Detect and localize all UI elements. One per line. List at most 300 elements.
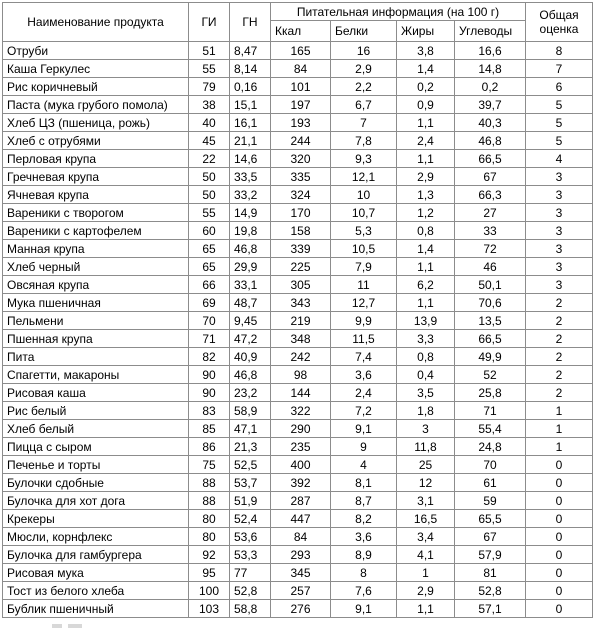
cell-protein: 2,9 [331, 60, 397, 78]
cell-gi: 88 [189, 474, 230, 492]
table-row [3, 366, 593, 384]
cell-product-name: Рис коричневый [3, 78, 189, 96]
cell-carbs: 14,8 [455, 60, 526, 78]
header-fat: Жиры [397, 21, 455, 42]
cell-score: 2 [526, 348, 593, 366]
header-product-name: Наименование продукта [3, 3, 189, 42]
cell-gn: 16,1 [230, 114, 271, 132]
cell-protein: 8 [331, 564, 397, 582]
table-row [3, 114, 593, 132]
cell-protein: 9 [331, 438, 397, 456]
cell-protein: 7,8 [331, 132, 397, 150]
cell-protein: 9,1 [331, 420, 397, 438]
cell-carbs: 52 [455, 366, 526, 384]
cell-kcal: 276 [271, 600, 331, 618]
cell-carbs: 33 [455, 222, 526, 240]
cell-kcal: 193 [271, 114, 331, 132]
cell-score: 1 [526, 420, 593, 438]
cell-fat: 1,1 [397, 150, 455, 168]
cell-product-name: Хлеб черный [3, 258, 189, 276]
cell-score: 0 [526, 510, 593, 528]
cell-protein: 5,3 [331, 222, 397, 240]
cell-gn: 0,16 [230, 78, 271, 96]
cell-gn: 53,6 [230, 528, 271, 546]
cell-product-name: Ячневая крупа [3, 186, 189, 204]
cell-fat: 13,9 [397, 312, 455, 330]
cell-kcal: 170 [271, 204, 331, 222]
cell-gi: 100 [189, 582, 230, 600]
cell-fat: 16,5 [397, 510, 455, 528]
cell-kcal: 320 [271, 150, 331, 168]
table-row [3, 330, 593, 348]
cell-protein: 8,9 [331, 546, 397, 564]
header-overall-score [526, 3, 593, 42]
bottom-scroll-remnant [52, 624, 92, 629]
table-body [3, 42, 593, 618]
cell-carbs: 25,8 [455, 384, 526, 402]
cell-kcal: 98 [271, 366, 331, 384]
cell-score: 3 [526, 204, 593, 222]
cell-score: 6 [526, 78, 593, 96]
cell-gi: 80 [189, 510, 230, 528]
cell-protein: 3,6 [331, 366, 397, 384]
cell-kcal: 348 [271, 330, 331, 348]
cell-protein: 8,7 [331, 492, 397, 510]
cell-kcal: 324 [271, 186, 331, 204]
cell-kcal: 287 [271, 492, 331, 510]
cell-gi: 65 [189, 258, 230, 276]
table-row [3, 564, 593, 582]
cell-carbs: 72 [455, 240, 526, 258]
table-row [3, 528, 593, 546]
cell-product-name: Пшенная крупа [3, 330, 189, 348]
cell-product-name: Рис белый [3, 402, 189, 420]
cell-gn: 53,3 [230, 546, 271, 564]
cell-product-name: Хлеб с отрубями [3, 132, 189, 150]
cell-gn: 58,8 [230, 600, 271, 618]
cell-score: 0 [526, 600, 593, 618]
table-row [3, 276, 593, 294]
cell-fat: 0,4 [397, 366, 455, 384]
cell-protein: 10,7 [331, 204, 397, 222]
cell-protein: 7,6 [331, 582, 397, 600]
cell-gi: 82 [189, 348, 230, 366]
cell-gi: 65 [189, 240, 230, 258]
table-header [3, 3, 593, 42]
cell-kcal: 339 [271, 240, 331, 258]
cell-carbs: 70 [455, 456, 526, 474]
cell-gn: 53,7 [230, 474, 271, 492]
header-score-line2: оценка [539, 22, 579, 36]
cell-carbs: 81 [455, 564, 526, 582]
table-row [3, 402, 593, 420]
table-row [3, 420, 593, 438]
cell-kcal: 293 [271, 546, 331, 564]
cell-fat: 3,5 [397, 384, 455, 402]
cell-gn: 21,3 [230, 438, 271, 456]
cell-gi: 79 [189, 78, 230, 96]
table-row [3, 186, 593, 204]
cell-score: 1 [526, 402, 593, 420]
cell-fat: 1,4 [397, 60, 455, 78]
header-carbs: Углеводы [455, 21, 526, 42]
cell-fat: 2,9 [397, 168, 455, 186]
cell-score: 2 [526, 312, 593, 330]
cell-protein: 6,7 [331, 96, 397, 114]
cell-kcal: 84 [271, 528, 331, 546]
cell-gn: 21,1 [230, 132, 271, 150]
cell-product-name: Мука пшеничная [3, 294, 189, 312]
cell-score: 5 [526, 96, 593, 114]
cell-product-name: Каша Геркулес [3, 60, 189, 78]
cell-product-name: Овсяная крупа [3, 276, 189, 294]
cell-carbs: 57,1 [455, 600, 526, 618]
cell-product-name: Пицца с сыром [3, 438, 189, 456]
cell-carbs: 40,3 [455, 114, 526, 132]
cell-carbs: 65,5 [455, 510, 526, 528]
cell-gi: 66 [189, 276, 230, 294]
cell-product-name: Манная крупа [3, 240, 189, 258]
cell-product-name: Спагетти, макароны [3, 366, 189, 384]
cell-gn: 33,5 [230, 168, 271, 186]
table-row [3, 384, 593, 402]
cell-fat: 1,1 [397, 600, 455, 618]
cell-gn: 14,6 [230, 150, 271, 168]
cell-gi: 90 [189, 366, 230, 384]
cell-protein: 2,4 [331, 384, 397, 402]
cell-score: 7 [526, 60, 593, 78]
cell-gi: 86 [189, 438, 230, 456]
cell-protein: 12,1 [331, 168, 397, 186]
cell-gn: 77 [230, 564, 271, 582]
cell-kcal: 447 [271, 510, 331, 528]
cell-score: 3 [526, 168, 593, 186]
cell-kcal: 345 [271, 564, 331, 582]
cell-product-name: Крекеры [3, 510, 189, 528]
cell-protein: 9,1 [331, 600, 397, 618]
cell-fat: 3,8 [397, 42, 455, 60]
cell-score: 5 [526, 132, 593, 150]
cell-fat: 11,8 [397, 438, 455, 456]
table-row [3, 42, 593, 60]
cell-kcal: 305 [271, 276, 331, 294]
cell-score: 3 [526, 276, 593, 294]
cell-carbs: 59 [455, 492, 526, 510]
cell-kcal: 392 [271, 474, 331, 492]
table-row [3, 132, 593, 150]
cell-protein: 10 [331, 186, 397, 204]
cell-product-name: Печенье и торты [3, 456, 189, 474]
cell-carbs: 13,5 [455, 312, 526, 330]
cell-product-name: Рисовая каша [3, 384, 189, 402]
cell-gn: 46,8 [230, 366, 271, 384]
cell-protein: 11 [331, 276, 397, 294]
cell-product-name: Рисовая мука [3, 564, 189, 582]
cell-protein: 9,9 [331, 312, 397, 330]
cell-fat: 3,3 [397, 330, 455, 348]
table-row [3, 348, 593, 366]
cell-fat: 0,9 [397, 96, 455, 114]
cell-protein: 3,6 [331, 528, 397, 546]
cell-gi: 71 [189, 330, 230, 348]
cell-gn: 9,45 [230, 312, 271, 330]
cell-product-name: Вареники с творогом [3, 204, 189, 222]
cell-gi: 45 [189, 132, 230, 150]
cell-kcal: 290 [271, 420, 331, 438]
table-row [3, 456, 593, 474]
cell-carbs: 27 [455, 204, 526, 222]
cell-product-name: Хлеб ЦЗ (пшеница, рожь) [3, 114, 189, 132]
cell-score: 3 [526, 186, 593, 204]
cell-score: 3 [526, 258, 593, 276]
cell-gn: 47,2 [230, 330, 271, 348]
cell-carbs: 67 [455, 528, 526, 546]
cell-score: 2 [526, 384, 593, 402]
table-row [3, 294, 593, 312]
cell-fat: 2,9 [397, 582, 455, 600]
cell-gn: 48,7 [230, 294, 271, 312]
table-row [3, 204, 593, 222]
cell-protein: 7 [331, 114, 397, 132]
cell-fat: 1,4 [397, 240, 455, 258]
cell-gi: 50 [189, 186, 230, 204]
cell-score: 3 [526, 240, 593, 258]
table-row [3, 222, 593, 240]
cell-protein: 10,5 [331, 240, 397, 258]
cell-gi: 83 [189, 402, 230, 420]
cell-fat: 0,8 [397, 222, 455, 240]
table-row [3, 438, 593, 456]
cell-protein: 12,7 [331, 294, 397, 312]
cell-carbs: 55,4 [455, 420, 526, 438]
cell-carbs: 39,7 [455, 96, 526, 114]
cell-product-name: Вареники с картофелем [3, 222, 189, 240]
cell-protein: 8,2 [331, 510, 397, 528]
cell-gn: 29,9 [230, 258, 271, 276]
cell-product-name: Отруби [3, 42, 189, 60]
cell-product-name: Мюсли, корнфлекс [3, 528, 189, 546]
table-row [3, 312, 593, 330]
cell-protein: 7,2 [331, 402, 397, 420]
cell-product-name: Перловая крупа [3, 150, 189, 168]
cell-kcal: 197 [271, 96, 331, 114]
cell-gn: 47,1 [230, 420, 271, 438]
cell-carbs: 66,3 [455, 186, 526, 204]
table-row [3, 258, 593, 276]
cell-kcal: 165 [271, 42, 331, 60]
cell-gn: 58,9 [230, 402, 271, 420]
cell-fat: 1,3 [397, 186, 455, 204]
cell-score: 0 [526, 492, 593, 510]
cell-product-name: Пита [3, 348, 189, 366]
cell-fat: 1,2 [397, 204, 455, 222]
cell-carbs: 24,8 [455, 438, 526, 456]
cell-product-name: Гречневая крупа [3, 168, 189, 186]
cell-carbs: 67 [455, 168, 526, 186]
table-row [3, 474, 593, 492]
header-score-line1: Общая [539, 8, 579, 22]
scroll-remnant-left [52, 624, 62, 628]
cell-score: 0 [526, 528, 593, 546]
cell-product-name: Пельмени [3, 312, 189, 330]
cell-carbs: 57,9 [455, 546, 526, 564]
cell-score: 0 [526, 564, 593, 582]
header-nutrition-info: Питательная информация (на 100 г) [271, 3, 526, 21]
cell-fat: 25 [397, 456, 455, 474]
cell-kcal: 244 [271, 132, 331, 150]
cell-score: 5 [526, 114, 593, 132]
cell-carbs: 66,5 [455, 330, 526, 348]
cell-protein: 2,2 [331, 78, 397, 96]
cell-gi: 103 [189, 600, 230, 618]
cell-gi: 88 [189, 492, 230, 510]
table-row [3, 240, 593, 258]
cell-fat: 4,1 [397, 546, 455, 564]
table-row [3, 510, 593, 528]
cell-product-name: Булочки сдобные [3, 474, 189, 492]
cell-score: 2 [526, 294, 593, 312]
cell-product-name: Булочка для гамбургера [3, 546, 189, 564]
cell-carbs: 46,8 [455, 132, 526, 150]
cell-gn: 33,1 [230, 276, 271, 294]
header-kcal: Ккал [271, 21, 331, 42]
table-row [3, 492, 593, 510]
nutrition-table [2, 2, 593, 618]
cell-fat: 1,8 [397, 402, 455, 420]
cell-gn: 52,5 [230, 456, 271, 474]
scroll-remnant-right [68, 624, 82, 628]
cell-gn: 8,14 [230, 60, 271, 78]
table-row [3, 96, 593, 114]
cell-fat: 1,1 [397, 258, 455, 276]
cell-protein: 7,4 [331, 348, 397, 366]
cell-product-name: Паста (мука грубого помола) [3, 96, 189, 114]
cell-protein: 8,1 [331, 474, 397, 492]
cell-kcal: 101 [271, 78, 331, 96]
cell-carbs: 52,8 [455, 582, 526, 600]
cell-score: 2 [526, 366, 593, 384]
cell-fat: 0,2 [397, 78, 455, 96]
header-row-top [3, 3, 593, 21]
cell-score: 3 [526, 222, 593, 240]
cell-fat: 0,8 [397, 348, 455, 366]
cell-kcal: 400 [271, 456, 331, 474]
cell-gi: 55 [189, 60, 230, 78]
cell-fat: 3 [397, 420, 455, 438]
cell-kcal: 335 [271, 168, 331, 186]
cell-protein: 4 [331, 456, 397, 474]
cell-fat: 1 [397, 564, 455, 582]
cell-carbs: 61 [455, 474, 526, 492]
cell-fat: 3,4 [397, 528, 455, 546]
cell-score: 0 [526, 546, 593, 564]
cell-score: 2 [526, 330, 593, 348]
cell-protein: 7,9 [331, 258, 397, 276]
cell-carbs: 70,6 [455, 294, 526, 312]
cell-carbs: 46 [455, 258, 526, 276]
cell-kcal: 235 [271, 438, 331, 456]
cell-gi: 22 [189, 150, 230, 168]
cell-gn: 15,1 [230, 96, 271, 114]
cell-gn: 51,9 [230, 492, 271, 510]
cell-product-name: Хлеб белый [3, 420, 189, 438]
cell-fat: 12 [397, 474, 455, 492]
cell-kcal: 84 [271, 60, 331, 78]
cell-gn: 52,8 [230, 582, 271, 600]
cell-score: 0 [526, 474, 593, 492]
table-row [3, 150, 593, 168]
table-row [3, 582, 593, 600]
cell-fat: 3,1 [397, 492, 455, 510]
cell-carbs: 49,9 [455, 348, 526, 366]
cell-kcal: 322 [271, 402, 331, 420]
cell-kcal: 242 [271, 348, 331, 366]
cell-fat: 1,1 [397, 294, 455, 312]
cell-gn: 23,2 [230, 384, 271, 402]
cell-kcal: 144 [271, 384, 331, 402]
cell-gn: 52,4 [230, 510, 271, 528]
cell-gn: 40,9 [230, 348, 271, 366]
cell-product-name: Тост из белого хлеба [3, 582, 189, 600]
header-gn: ГН [230, 3, 271, 42]
cell-gi: 50 [189, 168, 230, 186]
cell-gi: 69 [189, 294, 230, 312]
cell-gi: 51 [189, 42, 230, 60]
cell-product-name: Булочка для хот дога [3, 492, 189, 510]
cell-gn: 19,8 [230, 222, 271, 240]
cell-gi: 70 [189, 312, 230, 330]
cell-fat: 6,2 [397, 276, 455, 294]
header-gi: ГИ [189, 3, 230, 42]
cell-gi: 95 [189, 564, 230, 582]
cell-gn: 14,9 [230, 204, 271, 222]
cell-gn: 46,8 [230, 240, 271, 258]
cell-carbs: 50,1 [455, 276, 526, 294]
cell-kcal: 219 [271, 312, 331, 330]
cell-kcal: 257 [271, 582, 331, 600]
cell-gn: 33,2 [230, 186, 271, 204]
cell-score: 4 [526, 150, 593, 168]
cell-gi: 90 [189, 384, 230, 402]
cell-score: 0 [526, 582, 593, 600]
cell-protein: 9,3 [331, 150, 397, 168]
cell-carbs: 0,2 [455, 78, 526, 96]
cell-gi: 38 [189, 96, 230, 114]
cell-gi: 75 [189, 456, 230, 474]
cell-fat: 2,4 [397, 132, 455, 150]
cell-carbs: 66,5 [455, 150, 526, 168]
cell-product-name: Бублик пшеничный [3, 600, 189, 618]
cell-gi: 92 [189, 546, 230, 564]
table-row [3, 78, 593, 96]
cell-gi: 55 [189, 204, 230, 222]
cell-kcal: 343 [271, 294, 331, 312]
table-row [3, 168, 593, 186]
cell-kcal: 225 [271, 258, 331, 276]
cell-gi: 60 [189, 222, 230, 240]
cell-carbs: 16,6 [455, 42, 526, 60]
cell-fat: 1,1 [397, 114, 455, 132]
table-row [3, 546, 593, 564]
cell-protein: 16 [331, 42, 397, 60]
cell-score: 1 [526, 438, 593, 456]
cell-gi: 85 [189, 420, 230, 438]
cell-gn: 8,47 [230, 42, 271, 60]
header-protein: Белки [331, 21, 397, 42]
cell-protein: 11,5 [331, 330, 397, 348]
cell-gi: 40 [189, 114, 230, 132]
table-row [3, 60, 593, 78]
